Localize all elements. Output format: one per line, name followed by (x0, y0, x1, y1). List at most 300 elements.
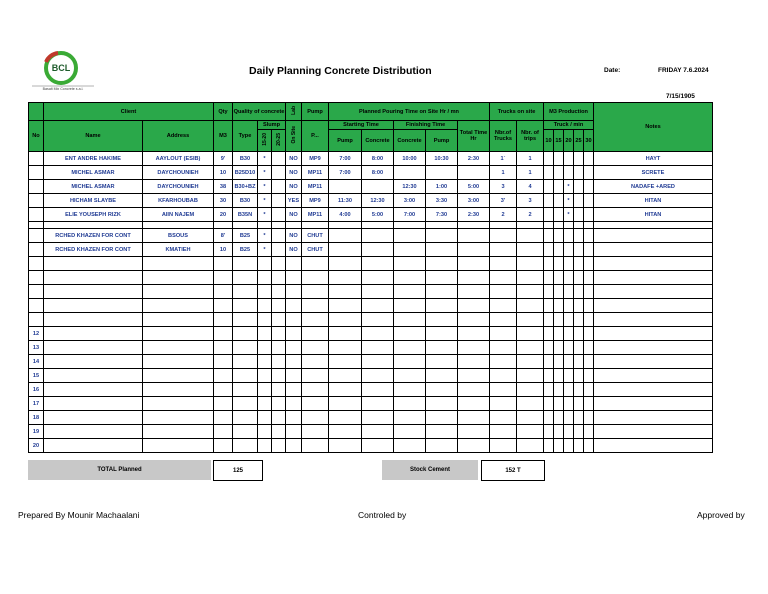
cell-t20: * (564, 208, 574, 222)
cell-qty: 10 (214, 243, 233, 257)
cell-t10 (544, 222, 554, 229)
cell-pump (302, 439, 329, 453)
cell-address (143, 369, 214, 383)
cell-no (29, 208, 44, 222)
table-row (29, 299, 713, 313)
cell-qty: 9' (214, 152, 233, 166)
table-row (29, 369, 713, 383)
cell-t30 (584, 397, 594, 411)
cell-t15 (554, 327, 564, 341)
cell-slump: * (258, 229, 272, 243)
page-title: Daily Planning Concrete Distribution (249, 65, 432, 77)
cell-address (143, 439, 214, 453)
cell-no: 19 (29, 425, 44, 439)
cell-sp: 4:00 (329, 208, 362, 222)
cell-type (233, 313, 258, 327)
cell-slump (258, 271, 272, 285)
cell-t20 (564, 243, 574, 257)
cell-t10 (544, 208, 554, 222)
cell-t20 (564, 355, 574, 369)
cell-trucks (490, 271, 517, 285)
cell-t30 (584, 229, 594, 243)
cell-notes (594, 299, 713, 313)
cell-onsite (286, 397, 302, 411)
cell-address: BSOUS (143, 229, 214, 243)
date-label: Date: (604, 67, 621, 74)
cell-slump_b (272, 327, 286, 341)
cell-name (44, 425, 143, 439)
cell-address: DAYCHOUNIEH (143, 166, 214, 180)
header-lab: Lab (286, 103, 302, 121)
cell-t10 (544, 313, 554, 327)
table-row (29, 355, 713, 369)
cell-sc (362, 383, 394, 397)
cell-no: 20 (29, 439, 44, 453)
cell-trips (517, 383, 544, 397)
cell-sc (362, 285, 394, 299)
cell-t30 (584, 243, 594, 257)
cell-t25 (574, 383, 584, 397)
cell-notes (594, 369, 713, 383)
cell-slump_b (272, 285, 286, 299)
cell-t15 (554, 285, 564, 299)
header-pump: Pump (302, 103, 329, 121)
cell-onsite (286, 439, 302, 453)
cell-t10 (544, 439, 554, 453)
cell-trips (517, 411, 544, 425)
cell-t15 (554, 411, 564, 425)
cell-sc (362, 327, 394, 341)
approved-by: Approved by (697, 510, 745, 520)
cell-slump_b (272, 397, 286, 411)
cell-t10 (544, 271, 554, 285)
header-start-pump: Pump (329, 130, 362, 152)
cell-name (44, 439, 143, 453)
table-row (29, 425, 713, 439)
cell-trips (517, 327, 544, 341)
cell-sc (362, 313, 394, 327)
cell-total (458, 166, 490, 180)
cell-slump_b (272, 243, 286, 257)
cell-t10 (544, 355, 554, 369)
cell-sp (329, 271, 362, 285)
cell-qty (214, 369, 233, 383)
cell-onsite (286, 222, 302, 229)
cell-t25 (574, 313, 584, 327)
cell-fp (426, 257, 458, 271)
cell-onsite: NO (286, 152, 302, 166)
cell-t10 (544, 152, 554, 166)
cell-fc (394, 439, 426, 453)
cell-name (44, 369, 143, 383)
cell-pump (302, 257, 329, 271)
cell-notes (594, 397, 713, 411)
cell-trucks (490, 439, 517, 453)
cell-trucks (490, 341, 517, 355)
cell-slump: * (258, 208, 272, 222)
cell-fp (426, 271, 458, 285)
cell-qty (214, 313, 233, 327)
table-row (29, 257, 713, 271)
cell-qty (214, 257, 233, 271)
cell-t20 (564, 383, 574, 397)
cell-trips: 3 (517, 194, 544, 208)
header-no: No (29, 121, 44, 152)
cell-qty: 30 (214, 194, 233, 208)
cell-t30 (584, 285, 594, 299)
cell-notes (594, 222, 713, 229)
cell-trucks (490, 355, 517, 369)
cell-slump (258, 383, 272, 397)
cell-sc (362, 355, 394, 369)
cell-t25 (574, 222, 584, 229)
cell-sp (329, 222, 362, 229)
cell-name (44, 383, 143, 397)
cell-t30 (584, 208, 594, 222)
cell-t30 (584, 439, 594, 453)
header-t10: 10 (544, 130, 554, 152)
cell-onsite: NO (286, 208, 302, 222)
cell-address (143, 383, 214, 397)
cell-total (458, 425, 490, 439)
cell-t15 (554, 299, 564, 313)
cell-t20 (564, 222, 574, 229)
cell-fp: 1:00 (426, 180, 458, 194)
cell-type (233, 222, 258, 229)
cell-type (233, 411, 258, 425)
cell-slump_b (272, 425, 286, 439)
cell-sp (329, 425, 362, 439)
cell-slump_b (272, 194, 286, 208)
cell-total (458, 222, 490, 229)
header-m3-production: M3 Production (544, 103, 594, 121)
header-p: P... (302, 121, 329, 152)
header-finish-pump: Pump (426, 130, 458, 152)
cell-t25 (574, 285, 584, 299)
cell-t15 (554, 383, 564, 397)
cell-trips (517, 229, 544, 243)
cell-onsite (286, 341, 302, 355)
table-row (29, 327, 713, 341)
cell-address (143, 271, 214, 285)
cell-onsite (286, 369, 302, 383)
cell-qty (214, 439, 233, 453)
cell-name (44, 271, 143, 285)
cell-name (44, 299, 143, 313)
cell-t25 (574, 271, 584, 285)
cell-sp: 7:00 (329, 152, 362, 166)
cell-t20 (564, 411, 574, 425)
cell-t20 (564, 299, 574, 313)
cell-name: RCHED KHAZEN FOR CONT (44, 229, 143, 243)
table-row (29, 397, 713, 411)
cell-sc: 12:30 (362, 194, 394, 208)
table-row (29, 243, 713, 257)
cell-sp: 7:00 (329, 166, 362, 180)
cell-t15 (554, 271, 564, 285)
cell-t15 (554, 341, 564, 355)
cell-t10 (544, 166, 554, 180)
cell-fp (426, 222, 458, 229)
cell-address (143, 285, 214, 299)
table-row (29, 208, 713, 222)
cell-qty: 20 (214, 208, 233, 222)
cell-fc (394, 166, 426, 180)
cell-slump: * (258, 166, 272, 180)
cell-t25 (574, 257, 584, 271)
cell-t20: * (564, 194, 574, 208)
cell-t15 (554, 355, 564, 369)
cell-no: 13 (29, 341, 44, 355)
cell-pump (302, 397, 329, 411)
cell-t10 (544, 369, 554, 383)
header-truck-min: Truck / min (544, 121, 594, 130)
cell-trucks: 2 (490, 208, 517, 222)
cell-notes: NADAFE +ARED (594, 180, 713, 194)
cell-qty (214, 271, 233, 285)
cell-trucks (490, 299, 517, 313)
cell-fp: 7:30 (426, 208, 458, 222)
cell-t30 (584, 194, 594, 208)
cell-t15 (554, 194, 564, 208)
header-nbr-trucks: Nbr.of Trucks (490, 121, 517, 152)
cell-t20 (564, 327, 574, 341)
cell-trips (517, 285, 544, 299)
header-t30: 30 (584, 130, 594, 152)
cell-slump_b (272, 271, 286, 285)
cell-name (44, 355, 143, 369)
distribution-table (28, 102, 713, 453)
cell-notes (594, 229, 713, 243)
cell-notes (594, 327, 713, 341)
cell-slump (258, 439, 272, 453)
cell-total (458, 397, 490, 411)
cell-fc (394, 341, 426, 355)
cell-sp (329, 257, 362, 271)
cell-total (458, 439, 490, 453)
cell-t10 (544, 397, 554, 411)
cell-fc (394, 285, 426, 299)
logo-text: BCL (51, 63, 71, 73)
header-slump-b: 20-25 (272, 130, 286, 152)
table-row (29, 313, 713, 327)
cell-sc (362, 271, 394, 285)
cell-onsite: NO (286, 229, 302, 243)
cell-t15 (554, 180, 564, 194)
header-slump-a: 15-20 (258, 130, 272, 152)
cell-total (458, 299, 490, 313)
header-finish-concrete: Concrete (394, 130, 426, 152)
cell-t15 (554, 208, 564, 222)
cell-notes (594, 355, 713, 369)
cell-notes: HITAN (594, 208, 713, 222)
cell-t20 (564, 369, 574, 383)
cell-total: 2:30 (458, 152, 490, 166)
cell-sp (329, 299, 362, 313)
cell-sc (362, 180, 394, 194)
total-planned-label: TOTAL Planned (28, 460, 211, 480)
cell-name: ELIE YOUSEPH RIZK (44, 208, 143, 222)
header-total-time: Total Time Hr (458, 121, 490, 152)
header-t25: 25 (574, 130, 584, 152)
cell-t30 (584, 166, 594, 180)
cell-fc (394, 327, 426, 341)
cell-sp (329, 180, 362, 194)
cell-type (233, 355, 258, 369)
cell-qty (214, 355, 233, 369)
cell-t15 (554, 166, 564, 180)
header-client: Client (44, 103, 214, 121)
cell-trucks (490, 313, 517, 327)
cell-pump (302, 313, 329, 327)
cell-pump (302, 222, 329, 229)
cell-trucks (490, 222, 517, 229)
cell-total (458, 229, 490, 243)
cell-total (458, 355, 490, 369)
cell-trips: 4 (517, 180, 544, 194)
cell-slump_b (272, 355, 286, 369)
cell-t20 (564, 313, 574, 327)
cell-sp (329, 397, 362, 411)
cell-t10 (544, 383, 554, 397)
cell-t20: * (564, 180, 574, 194)
cell-t20 (564, 341, 574, 355)
cell-slump (258, 411, 272, 425)
cell-pump (302, 411, 329, 425)
cell-slump: * (258, 243, 272, 257)
cell-qty (214, 341, 233, 355)
cell-slump (258, 327, 272, 341)
cell-trucks (490, 243, 517, 257)
cell-onsite (286, 285, 302, 299)
cell-pump (302, 327, 329, 341)
table-row (29, 341, 713, 355)
cell-onsite (286, 327, 302, 341)
header-notes: Notes (594, 103, 713, 152)
cell-type: B30+BZ (233, 180, 258, 194)
header-slump: Slump (258, 121, 286, 130)
cell-sp (329, 383, 362, 397)
cell-fc (394, 271, 426, 285)
cell-t25 (574, 369, 584, 383)
cell-pump: MP9 (302, 194, 329, 208)
cell-pump (302, 425, 329, 439)
cell-name (44, 285, 143, 299)
cell-address (143, 299, 214, 313)
cell-no (29, 285, 44, 299)
cell-onsite (286, 425, 302, 439)
cell-t15 (554, 397, 564, 411)
cell-onsite (286, 355, 302, 369)
header-t20: 20 (564, 130, 574, 152)
cell-t30 (584, 383, 594, 397)
cell-no (29, 243, 44, 257)
cell-slump_b (272, 341, 286, 355)
cell-address (143, 425, 214, 439)
cell-type (233, 439, 258, 453)
cell-sc: 8:00 (362, 152, 394, 166)
cell-fp (426, 341, 458, 355)
cell-slump_b (272, 222, 286, 229)
cell-t30 (584, 327, 594, 341)
cell-trips (517, 299, 544, 313)
cell-fc (394, 243, 426, 257)
cell-address (143, 222, 214, 229)
cell-t10 (544, 194, 554, 208)
cell-t20 (564, 271, 574, 285)
cell-slump (258, 425, 272, 439)
cell-no (29, 180, 44, 194)
table-row (29, 271, 713, 285)
cell-trucks (490, 229, 517, 243)
cell-pump (302, 369, 329, 383)
cell-address (143, 355, 214, 369)
cell-sp (329, 411, 362, 425)
cell-trips (517, 257, 544, 271)
cell-pump (302, 355, 329, 369)
cell-trucks (490, 285, 517, 299)
cell-slump_b (272, 299, 286, 313)
cell-address: KFARHOUBAB (143, 194, 214, 208)
cell-trucks (490, 383, 517, 397)
cell-qty (214, 411, 233, 425)
cell-name: HICHAM SLAYBE (44, 194, 143, 208)
cell-fp: 10:30 (426, 152, 458, 166)
cell-type (233, 285, 258, 299)
cell-fc (394, 397, 426, 411)
cell-onsite: NO (286, 166, 302, 180)
cell-qty (214, 285, 233, 299)
cell-notes (594, 411, 713, 425)
cell-t20 (564, 257, 574, 271)
cell-t10 (544, 425, 554, 439)
cell-trips: 1 (517, 166, 544, 180)
cell-no: 18 (29, 411, 44, 425)
cell-sc (362, 411, 394, 425)
cell-fp (426, 397, 458, 411)
cell-t30 (584, 313, 594, 327)
cell-trucks: 3' (490, 194, 517, 208)
cell-fp (426, 425, 458, 439)
cell-qty: 10 (214, 166, 233, 180)
cell-notes (594, 271, 713, 285)
cell-name (44, 397, 143, 411)
cell-sc (362, 425, 394, 439)
cell-sc (362, 341, 394, 355)
table-row (29, 229, 713, 243)
cell-t25 (574, 341, 584, 355)
cell-pump: MP9 (302, 152, 329, 166)
cell-sc: 8:00 (362, 166, 394, 180)
cell-qty: 8' (214, 229, 233, 243)
cell-address (143, 313, 214, 327)
cell-t10 (544, 180, 554, 194)
cell-no (29, 299, 44, 313)
table-row (29, 180, 713, 194)
controlled-by: Controled by (358, 510, 407, 520)
cell-name: ENT ANDRE HAKIME (44, 152, 143, 166)
cell-onsite (286, 313, 302, 327)
cell-total (458, 243, 490, 257)
cell-sc: 5:00 (362, 208, 394, 222)
cell-t30 (584, 425, 594, 439)
cell-sc (362, 229, 394, 243)
cell-fc (394, 369, 426, 383)
cell-t30 (584, 341, 594, 355)
cell-sp: 11:30 (329, 194, 362, 208)
cell-slump_b (272, 166, 286, 180)
cell-qty (214, 222, 233, 229)
